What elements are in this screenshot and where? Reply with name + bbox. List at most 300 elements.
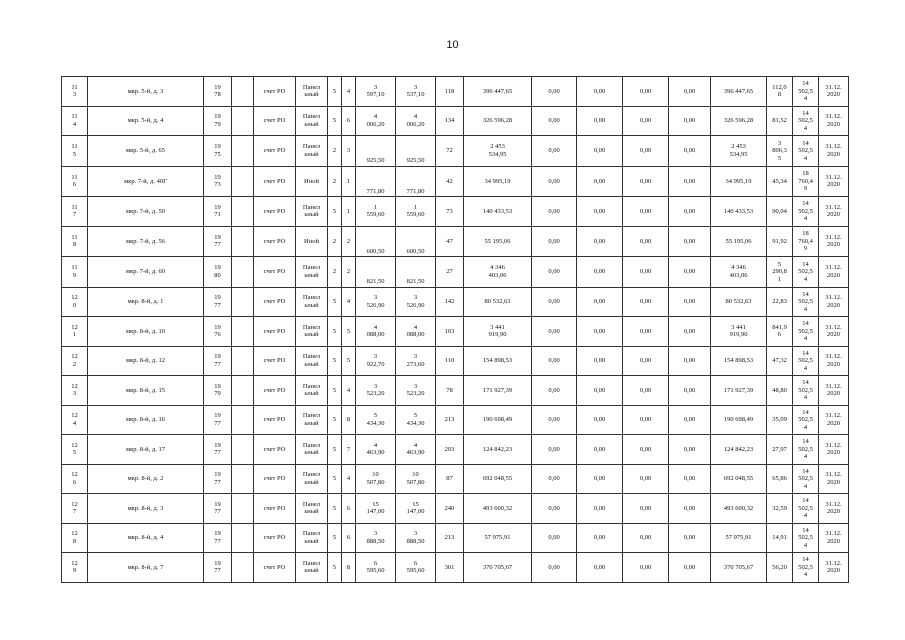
cell-deadline: 31.12. 2020 xyxy=(819,257,849,288)
cell-total-cost: 140 433,53 xyxy=(464,197,532,227)
cell-year: 19 71 xyxy=(204,197,232,227)
cell-unit-cost: 14,91 xyxy=(767,523,793,553)
cell-row-number: 12 2 xyxy=(62,346,88,376)
cell-blank xyxy=(232,494,254,524)
table-row xyxy=(62,464,849,494)
cell-unit-cost: 22,83 xyxy=(767,287,793,317)
cell-wall-material: Панел ьный xyxy=(296,405,328,435)
cell-deadline: 31.12. 2020 xyxy=(819,136,849,167)
cell-cost-col-2: 0,00 xyxy=(577,346,623,376)
cell-year: 19 79 xyxy=(204,106,232,136)
cell-limit-cost: 14 502,5 4 xyxy=(793,106,819,136)
cell-living-area: 3 523,20 xyxy=(396,376,436,406)
cell-unit-cost: 48,80 xyxy=(767,376,793,406)
table-row xyxy=(62,257,849,288)
cell-deadline: 31.12. 2020 xyxy=(819,106,849,136)
cell-cost-col-3: 0,00 xyxy=(623,494,669,524)
cell-address: мкр. 8-й, д. 15 xyxy=(88,376,204,406)
table-row xyxy=(62,376,849,406)
cell-cost-col-2: 0,00 xyxy=(577,106,623,136)
cell-address: мкр. 8-й, д. 12 xyxy=(88,346,204,376)
cell-total-cost: 154 898,53 xyxy=(464,346,532,376)
cell-owner-funds: 326 596,28 xyxy=(711,106,767,136)
cell-cost-col-4: 0,00 xyxy=(669,77,711,107)
cell-deadline: 31.12. 2020 xyxy=(819,226,849,257)
cell-entrances: 8 xyxy=(342,553,356,583)
cell-living-area: 3 537,10 xyxy=(396,77,436,107)
cell-row-number: 12 8 xyxy=(62,523,88,553)
cell-address: мкр. 7-й, д. 60 xyxy=(88,257,204,288)
cell-fund-method: счет РО xyxy=(254,464,296,494)
table-row xyxy=(62,166,849,197)
cell-limit-cost: 14 502,5 4 xyxy=(793,464,819,494)
cell-deadline: 31.12. 2020 xyxy=(819,287,849,317)
table-row xyxy=(62,523,849,553)
cell-cost-col-3: 0,00 xyxy=(623,166,669,197)
cell-living-area: 5 434,30 xyxy=(396,405,436,435)
cell-deadline: 31.12. 2020 xyxy=(819,405,849,435)
cell-cost-col-3: 0,00 xyxy=(623,464,669,494)
table-row xyxy=(62,287,849,317)
cell-address: мкр. 8-й, д. 1 xyxy=(88,287,204,317)
cell-total-area: 1 559,60 xyxy=(356,197,396,227)
cell-limit-cost: 14 502,5 4 xyxy=(793,287,819,317)
cell-year: 19 77 xyxy=(204,226,232,257)
cell-cost-col-2: 0,00 xyxy=(577,77,623,107)
cell-fund-method: счет РО xyxy=(254,405,296,435)
cell-cost-col-1: 0,00 xyxy=(532,553,577,583)
cell-wall-material: Иной xyxy=(296,226,328,257)
cell-deadline: 31.12. 2020 xyxy=(819,435,849,465)
cell-address: мкр. 8-й, д. 3 xyxy=(88,494,204,524)
cell-unit-cost: 27,97 xyxy=(767,435,793,465)
cell-living-area: 821,50 xyxy=(396,257,436,288)
cell-fund-method: счет РО xyxy=(254,106,296,136)
cell-entrances: 4 xyxy=(342,287,356,317)
cell-total-cost: 190 698,49 xyxy=(464,405,532,435)
cell-cost-col-4: 0,00 xyxy=(669,287,711,317)
cell-residents: 27 xyxy=(436,257,464,288)
cell-unit-cost: 841,9 6 xyxy=(767,317,793,347)
cell-cost-col-4: 0,00 xyxy=(669,464,711,494)
cell-limit-cost: 14 502,5 4 xyxy=(793,136,819,167)
cell-floors: 5 xyxy=(328,317,342,347)
cell-residents: 240 xyxy=(436,494,464,524)
cell-unit-cost: 45,34 xyxy=(767,166,793,197)
table-row xyxy=(62,435,849,465)
table-body xyxy=(62,77,849,583)
register-table xyxy=(61,76,849,583)
cell-total-area: 10 507,80 xyxy=(356,464,396,494)
table-row xyxy=(62,553,849,583)
cell-floors: 5 xyxy=(328,464,342,494)
cell-floors: 5 xyxy=(328,106,342,136)
cell-floors: 5 xyxy=(328,376,342,406)
cell-year: 19 77 xyxy=(204,553,232,583)
cell-residents: 213 xyxy=(436,405,464,435)
cell-address: мкр. 8-й, д. 10 xyxy=(88,317,204,347)
cell-wall-material: Иной xyxy=(296,166,328,197)
cell-living-area: 1 559,60 xyxy=(396,197,436,227)
cell-owner-funds: 493 600,32 xyxy=(711,494,767,524)
cell-cost-col-1: 0,00 xyxy=(532,166,577,197)
cell-cost-col-1: 0,00 xyxy=(532,405,577,435)
cell-residents: 47 xyxy=(436,226,464,257)
cell-address: мкр. 5-й, д. 65 xyxy=(88,136,204,167)
cell-wall-material: Панел ьный xyxy=(296,346,328,376)
cell-entrances: 3 xyxy=(342,136,356,167)
cell-blank xyxy=(232,226,254,257)
cell-fund-method: счет РО xyxy=(254,136,296,167)
cell-blank xyxy=(232,435,254,465)
cell-cost-col-1: 0,00 xyxy=(532,464,577,494)
cell-row-number: 12 6 xyxy=(62,464,88,494)
cell-total-area: 3 888,50 xyxy=(356,523,396,553)
cell-living-area: 4 463,90 xyxy=(396,435,436,465)
cell-entrances: 2 xyxy=(342,257,356,288)
cell-fund-method: счет РО xyxy=(254,197,296,227)
cell-cost-col-2: 0,00 xyxy=(577,317,623,347)
cell-year: 19 77 xyxy=(204,523,232,553)
cell-deadline: 31.12. 2020 xyxy=(819,197,849,227)
cell-living-area: 10 507,80 xyxy=(396,464,436,494)
cell-cost-col-1: 0,00 xyxy=(532,494,577,524)
cell-owner-funds: 2 453 534,95 xyxy=(711,136,767,167)
cell-cost-col-3: 0,00 xyxy=(623,197,669,227)
cell-address: мкр. 8-й, д. 2 xyxy=(88,464,204,494)
cell-unit-cost: 91,92 xyxy=(767,226,793,257)
cell-deadline: 31.12. 2020 xyxy=(819,494,849,524)
cell-deadline: 31.12. 2020 xyxy=(819,464,849,494)
cell-floors: 2 xyxy=(328,257,342,288)
cell-total-area: 3 922,70 xyxy=(356,346,396,376)
cell-unit-cost: 3 806,3 5 xyxy=(767,136,793,167)
cell-address: мкр. 8-й, д. 4 xyxy=(88,523,204,553)
page-number: 10 xyxy=(446,39,459,51)
cell-total-area: 4 006,20 xyxy=(356,106,396,136)
cell-entrances: 6 xyxy=(342,523,356,553)
cell-living-area: 771,80 xyxy=(396,166,436,197)
cell-cost-col-4: 0,00 xyxy=(669,166,711,197)
cell-cost-col-3: 0,00 xyxy=(623,376,669,406)
cell-fund-method: счет РО xyxy=(254,166,296,197)
cell-row-number: 12 5 xyxy=(62,435,88,465)
cell-total-area: 4 088,00 xyxy=(356,317,396,347)
cell-deadline: 31.12. 2020 xyxy=(819,376,849,406)
cell-cost-col-1: 0,00 xyxy=(532,317,577,347)
cell-cost-col-4: 0,00 xyxy=(669,346,711,376)
cell-living-area: 600,50 xyxy=(396,226,436,257)
cell-cost-col-2: 0,00 xyxy=(577,287,623,317)
cell-wall-material: Панел ьный xyxy=(296,257,328,288)
cell-unit-cost: 35,09 xyxy=(767,405,793,435)
cell-total-area: 3 597,10 xyxy=(356,77,396,107)
cell-limit-cost: 18 760,4 9 xyxy=(793,226,819,257)
cell-floors: 5 xyxy=(328,346,342,376)
cell-owner-funds: 80 532,63 xyxy=(711,287,767,317)
cell-cost-col-4: 0,00 xyxy=(669,523,711,553)
cell-floors: 5 xyxy=(328,77,342,107)
cell-owner-funds: 692 048,55 xyxy=(711,464,767,494)
cell-cost-col-3: 0,00 xyxy=(623,226,669,257)
cell-address: мкр. 7-й, д. 50 xyxy=(88,197,204,227)
cell-row-number: 11 4 xyxy=(62,106,88,136)
cell-entrances: 4 xyxy=(342,77,356,107)
table-row xyxy=(62,317,849,347)
cell-cost-col-2: 0,00 xyxy=(577,464,623,494)
cell-cost-col-1: 0,00 xyxy=(532,287,577,317)
cell-row-number: 11 6 xyxy=(62,166,88,197)
cell-fund-method: счет РО xyxy=(254,226,296,257)
cell-cost-col-4: 0,00 xyxy=(669,257,711,288)
cell-cost-col-4: 0,00 xyxy=(669,376,711,406)
cell-limit-cost: 14 502,5 4 xyxy=(793,523,819,553)
cell-limit-cost: 14 502,5 4 xyxy=(793,376,819,406)
cell-residents: 301 xyxy=(436,553,464,583)
cell-cost-col-2: 0,00 xyxy=(577,197,623,227)
cell-total-area: 15 147,00 xyxy=(356,494,396,524)
cell-limit-cost: 14 502,5 4 xyxy=(793,77,819,107)
cell-cost-col-3: 0,00 xyxy=(623,523,669,553)
cell-wall-material: Панел ьный xyxy=(296,553,328,583)
cell-address: мкр. 8-й, д. 16 xyxy=(88,405,204,435)
cell-blank xyxy=(232,77,254,107)
cell-row-number: 12 9 xyxy=(62,553,88,583)
cell-owner-funds: 140 433,53 xyxy=(711,197,767,227)
cell-address: мкр. 8-й, д. 7 xyxy=(88,553,204,583)
table-row xyxy=(62,346,849,376)
cell-limit-cost: 14 502,5 4 xyxy=(793,494,819,524)
cell-cost-col-2: 0,00 xyxy=(577,136,623,167)
cell-total-area: 3 526,90 xyxy=(356,287,396,317)
cell-owner-funds: 171 927,39 xyxy=(711,376,767,406)
table-row xyxy=(62,136,849,167)
table-row xyxy=(62,405,849,435)
cell-cost-col-4: 0,00 xyxy=(669,197,711,227)
cell-wall-material: Панел ьный xyxy=(296,197,328,227)
cell-limit-cost: 14 502,5 4 xyxy=(793,317,819,347)
cell-total-area: 600,50 xyxy=(356,226,396,257)
cell-entrances: 4 xyxy=(342,376,356,406)
cell-deadline: 31.12. 2020 xyxy=(819,553,849,583)
cell-total-cost: 80 532,63 xyxy=(464,287,532,317)
cell-total-area: 4 463,90 xyxy=(356,435,396,465)
cell-entrances: 7 xyxy=(342,435,356,465)
cell-residents: 103 xyxy=(436,317,464,347)
cell-row-number: 12 7 xyxy=(62,494,88,524)
cell-floors: 5 xyxy=(328,435,342,465)
cell-wall-material: Панел ьный xyxy=(296,435,328,465)
cell-cost-col-2: 0,00 xyxy=(577,226,623,257)
cell-floors: 2 xyxy=(328,166,342,197)
cell-fund-method: счет РО xyxy=(254,523,296,553)
cell-year: 19 76 xyxy=(204,317,232,347)
cell-living-area: 6 595,60 xyxy=(396,553,436,583)
cell-residents: 110 xyxy=(436,346,464,376)
cell-cost-col-1: 0,00 xyxy=(532,226,577,257)
cell-wall-material: Панел ьный xyxy=(296,523,328,553)
cell-address: мкр. 7-й, д. 40Г xyxy=(88,166,204,197)
cell-cost-col-2: 0,00 xyxy=(577,553,623,583)
cell-unit-cost: 90,04 xyxy=(767,197,793,227)
cell-residents: 213 xyxy=(436,523,464,553)
cell-cost-col-3: 0,00 xyxy=(623,77,669,107)
cell-limit-cost: 14 502,5 4 xyxy=(793,435,819,465)
cell-total-area: 771,80 xyxy=(356,166,396,197)
cell-floors: 2 xyxy=(328,136,342,167)
cell-entrances: 4 xyxy=(342,464,356,494)
cell-unit-cost: 32,59 xyxy=(767,494,793,524)
cell-residents: 118 xyxy=(436,77,464,107)
cell-total-area: 6 595,60 xyxy=(356,553,396,583)
cell-blank xyxy=(232,166,254,197)
cell-entrances: 2 xyxy=(342,226,356,257)
cell-cost-col-4: 0,00 xyxy=(669,405,711,435)
cell-limit-cost: 18 760,4 9 xyxy=(793,166,819,197)
cell-unit-cost: 5 290,8 1 xyxy=(767,257,793,288)
cell-cost-col-3: 0,00 xyxy=(623,317,669,347)
cell-cost-col-1: 0,00 xyxy=(532,106,577,136)
cell-wall-material: Панел ьный xyxy=(296,317,328,347)
cell-cost-col-3: 0,00 xyxy=(623,405,669,435)
cell-wall-material: Панел ьный xyxy=(296,136,328,167)
cell-cost-col-1: 0,00 xyxy=(532,197,577,227)
cell-floors: 5 xyxy=(328,494,342,524)
cell-blank xyxy=(232,136,254,167)
table-row xyxy=(62,197,849,227)
cell-limit-cost: 14 502,5 4 xyxy=(793,257,819,288)
cell-blank xyxy=(232,346,254,376)
cell-year: 19 78 xyxy=(204,77,232,107)
cell-owner-funds: 3 441 919,90 xyxy=(711,317,767,347)
cell-blank xyxy=(232,106,254,136)
cell-total-cost: 370 705,67 xyxy=(464,553,532,583)
cell-wall-material: Панел ьный xyxy=(296,77,328,107)
cell-total-area: 821,50 xyxy=(356,257,396,288)
cell-row-number: 12 4 xyxy=(62,405,88,435)
cell-cost-col-4: 0,00 xyxy=(669,106,711,136)
cell-cost-col-1: 0,00 xyxy=(532,257,577,288)
cell-year: 19 77 xyxy=(204,405,232,435)
cell-deadline: 31.12. 2020 xyxy=(819,77,849,107)
cell-cost-col-2: 0,00 xyxy=(577,435,623,465)
cell-living-area: 3 888,50 xyxy=(396,523,436,553)
cell-year: 19 77 xyxy=(204,287,232,317)
cell-address: мкр. 5-й, д. 4 xyxy=(88,106,204,136)
cell-floors: 2 xyxy=(328,226,342,257)
cell-blank xyxy=(232,553,254,583)
cell-cost-col-2: 0,00 xyxy=(577,523,623,553)
cell-cost-col-3: 0,00 xyxy=(623,553,669,583)
cell-fund-method: счет РО xyxy=(254,287,296,317)
cell-row-number: 11 7 xyxy=(62,197,88,227)
cell-residents: 72 xyxy=(436,136,464,167)
cell-year: 19 75 xyxy=(204,136,232,167)
cell-total-cost: 493 600,32 xyxy=(464,494,532,524)
cell-owner-funds: 57 975,91 xyxy=(711,523,767,553)
cell-row-number: 12 1 xyxy=(62,317,88,347)
cell-cost-col-2: 0,00 xyxy=(577,257,623,288)
cell-entrances: 6 xyxy=(342,494,356,524)
cell-total-cost: 124 842,23 xyxy=(464,435,532,465)
cell-total-cost: 3 441 919,90 xyxy=(464,317,532,347)
cell-living-area: 4 006,20 xyxy=(396,106,436,136)
cell-owner-funds: 370 705,67 xyxy=(711,553,767,583)
cell-total-cost: 326 596,28 xyxy=(464,106,532,136)
cell-blank xyxy=(232,257,254,288)
cell-living-area: 15 147,00 xyxy=(396,494,436,524)
cell-cost-col-1: 0,00 xyxy=(532,346,577,376)
cell-row-number: 11 5 xyxy=(62,136,88,167)
cell-fund-method: счет РО xyxy=(254,553,296,583)
cell-entrances: 5 xyxy=(342,317,356,347)
cell-year: 19 77 xyxy=(204,464,232,494)
cell-residents: 142 xyxy=(436,287,464,317)
cell-total-area: 925,50 xyxy=(356,136,396,167)
cell-entrances: 1 xyxy=(342,197,356,227)
cell-unit-cost: 112,0 8 xyxy=(767,77,793,107)
cell-cost-col-2: 0,00 xyxy=(577,405,623,435)
cell-wall-material: Панел ьный xyxy=(296,464,328,494)
cell-entrances: 1 xyxy=(342,166,356,197)
cell-cost-col-2: 0,00 xyxy=(577,376,623,406)
cell-blank xyxy=(232,287,254,317)
cell-unit-cost: 47,32 xyxy=(767,346,793,376)
cell-residents: 78 xyxy=(436,376,464,406)
cell-cost-col-3: 0,00 xyxy=(623,346,669,376)
cell-wall-material: Панел ьный xyxy=(296,106,328,136)
cell-year: 19 80 xyxy=(204,257,232,288)
cell-cost-col-3: 0,00 xyxy=(623,106,669,136)
cell-cost-col-4: 0,00 xyxy=(669,226,711,257)
cell-owner-funds: 396 447,65 xyxy=(711,77,767,107)
cell-fund-method: счет РО xyxy=(254,317,296,347)
cell-owner-funds: 55 195,06 xyxy=(711,226,767,257)
cell-cost-col-1: 0,00 xyxy=(532,77,577,107)
cell-blank xyxy=(232,376,254,406)
cell-cost-col-3: 0,00 xyxy=(623,257,669,288)
cell-wall-material: Панел ьный xyxy=(296,376,328,406)
cell-cost-col-1: 0,00 xyxy=(532,136,577,167)
cell-floors: 5 xyxy=(328,523,342,553)
cell-floors: 5 xyxy=(328,553,342,583)
cell-total-cost: 396 447,65 xyxy=(464,77,532,107)
cell-unit-cost: 56,20 xyxy=(767,553,793,583)
cell-total-area: 3 523,20 xyxy=(356,376,396,406)
cell-cost-col-1: 0,00 xyxy=(532,376,577,406)
cell-row-number: 11 3 xyxy=(62,77,88,107)
cell-fund-method: счет РО xyxy=(254,77,296,107)
cell-cost-col-4: 0,00 xyxy=(669,435,711,465)
cell-year: 19 77 xyxy=(204,494,232,524)
table-row xyxy=(62,77,849,107)
cell-row-number: 12 0 xyxy=(62,287,88,317)
cell-entrances: 8 xyxy=(342,405,356,435)
table-row xyxy=(62,494,849,524)
cell-residents: 42 xyxy=(436,166,464,197)
cell-blank xyxy=(232,317,254,347)
cell-cost-col-1: 0,00 xyxy=(532,523,577,553)
cell-total-cost: 692 048,55 xyxy=(464,464,532,494)
cell-blank xyxy=(232,197,254,227)
cell-address: мкр. 7-й, д. 56 xyxy=(88,226,204,257)
cell-year: 19 77 xyxy=(204,435,232,465)
cell-owner-funds: 4 346 403,06 xyxy=(711,257,767,288)
cell-residents: 134 xyxy=(436,106,464,136)
cell-owner-funds: 124 842,23 xyxy=(711,435,767,465)
cell-limit-cost: 14 502,5 4 xyxy=(793,346,819,376)
cell-wall-material: Панел ьный xyxy=(296,494,328,524)
